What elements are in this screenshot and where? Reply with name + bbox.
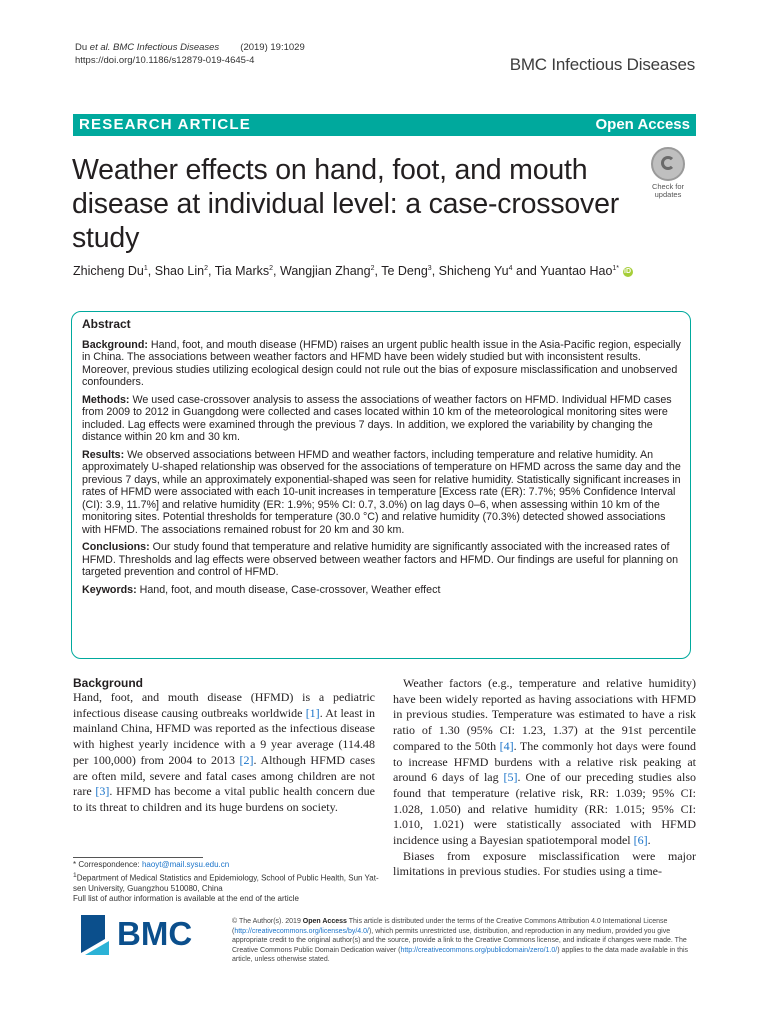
author-affil: 1 <box>143 264 148 272</box>
doi-link[interactable]: https://doi.org/10.1186/s12879-019-4645-4 <box>75 55 255 66</box>
citation-link[interactable]: [5] <box>503 770 518 785</box>
text-run: . Although HFMD cases are often mild, severe and fatal cases among children are not rare <box>73 752 375 799</box>
author-name[interactable]: Wangjian Zhang <box>280 264 371 278</box>
affiliation-line <box>73 871 383 895</box>
license-run: ) applies to the data made available in this article, unless otherwise stated. <box>232 946 689 964</box>
abstract-background-text: Hand, foot, and mouth disease (HFMD) raises an urgent public health issue in the Asia-Pacific region, especially in China. The associations between weather factors and HFMD have been widely studied but with inconsistent results. Moreover, previous studies utilizing ecological design could not rule out the bias of exposure misclassification and unobserved confounders. <box>82 338 681 388</box>
open-access-label: Open Access <box>595 116 690 133</box>
author-list: Zhicheng Du$^1$, Shao Lin$^2$, Tia Marks$^2$, Wangjian Zhang$^2$, Te Deng$^3$, Shicheng Yu$^4$ and Yuantao Hao$^{1*}$ iD <box>73 264 632 278</box>
license-open-access: Open Access <box>302 918 347 925</box>
author-affil: 2 <box>370 264 375 272</box>
abstract-methods-text: We used case-crossover analysis to assess the associations of weather factors on HFMD. Individual HFMD cases from 2009 to 2012 in Guangdong were collected and cases located within 10 km of the meteorological monitoring sites were included. Lag effects were examined through the previous 7 days. In addition, we explored the variability by changing the distance within 20 km and 30 km. <box>82 393 672 443</box>
badge-line2: updates <box>654 190 682 199</box>
license-run: ), which permits unrestricted use, distribution, and reproduction in any medium, provided you give appropriate credit to the original author(s) and the source, provide a link to the Creative Commons license, and indicate if changes were made. The Creative Commons Public Domain Dedication waiver ( <box>232 927 687 954</box>
citation-link[interactable]: [6] <box>633 833 648 848</box>
abstract-results <box>82 449 681 537</box>
badge-text <box>645 183 691 199</box>
abstract-methods <box>82 394 681 444</box>
check-updates-icon <box>651 147 685 181</box>
license-link-by[interactable]: http://creativecommons.org/licenses/by/4.0/ <box>234 927 369 935</box>
abstract-background <box>82 339 681 389</box>
bias-paragraph: Biases from exposure misclassification were major limitations in previous studies. For studies using a time- <box>393 848 696 879</box>
abstract-conclusions-label: Conclusions: <box>82 541 150 553</box>
background-paragraph <box>73 690 375 816</box>
affiliation-text: Department of Medical Statistics and Epidemiology, School of Public Health, Sun Yat-sen University, Guangzhou 510080, China <box>73 873 379 893</box>
author-affil: 2 <box>269 264 274 272</box>
bmc-logo <box>81 909 221 957</box>
citation-journal: BMC Infectious Diseases <box>110 42 220 53</box>
footnotes <box>73 860 383 905</box>
section-heading-background: Background <box>73 676 144 690</box>
author-affil: 1* <box>612 264 620 272</box>
license-copyright: © The Author(s). 2019 <box>232 918 303 925</box>
author-and: and <box>512 264 541 278</box>
body-right-column <box>393 676 696 880</box>
author-name[interactable]: Tia Marks <box>214 264 270 278</box>
license-text <box>232 917 694 965</box>
citation-link[interactable]: [1] <box>305 705 320 720</box>
citation-link[interactable]: [3] <box>95 784 110 799</box>
correspondence-email-link[interactable]: haoyt@mail.sysu.edu.cn <box>141 860 230 869</box>
text-run: . The commonly hot days were found to increase HFMD burdens with a relative risk peaking at around 6 days of lag <box>393 738 696 785</box>
abstract-keywords <box>82 584 681 597</box>
abstract-conclusions <box>82 541 681 579</box>
correspondence-line <box>73 860 383 871</box>
citation-header <box>75 41 305 67</box>
text-run: Hand, foot, and mouth disease (HFMD) is a pediatric infectious disease causing outbreaks worldwide <box>73 690 375 720</box>
weather-paragraph <box>393 676 696 849</box>
article-title: Weather effects on hand, foot, and mouth disease at individual level: a case-crossover study <box>72 154 620 254</box>
text-run: . <box>647 833 651 848</box>
author-name[interactable]: Zhicheng Du <box>73 264 144 278</box>
keywords-text: Hand, foot, and mouth disease, Case-crossover, Weather effect <box>136 583 441 596</box>
abstract-results-label: Results: <box>82 448 125 461</box>
author-name[interactable]: Yuantao Hao <box>540 264 613 278</box>
correspondence-label: * Correspondence: <box>73 860 142 869</box>
author-name[interactable]: Shao Lin <box>154 264 205 278</box>
text-run: . One of our preceding studies also found that temperature (relative risk, RR: 1.039; 95% CI: 1.028, 1.050) and relative humidity (RR: 1.015; 95% CI: 1.010, 1.021) were statistically associated with HFMD incidence using a Bayesian spatiotemporal model <box>393 770 696 848</box>
orcid-icon[interactable]: iD <box>624 267 632 275</box>
abstract-background-label: Background: <box>82 338 148 351</box>
license-run: This article is distributed under the terms of the Creative Commons Attribution 4.0 International License ( <box>232 918 668 935</box>
author-affil: 4 <box>508 264 513 272</box>
abstract-heading: Abstract <box>82 317 131 331</box>
bmc-logo-text: BMC <box>117 915 193 952</box>
abstract-conclusions-text: Our study found that temperature and relative humidity are significantly associated with the increased rates of HFMD. Thresholds and lag effects were observed between weather factors and HFMD. Our findings are useful for planning on targeted prevention and control of HFMD. <box>82 541 679 578</box>
citation-link[interactable]: [2] <box>239 752 254 767</box>
badge-line1: Check for <box>651 182 685 191</box>
keywords-label: Keywords: <box>82 583 137 596</box>
footnote-divider <box>73 857 203 858</box>
citation-line <box>75 41 305 54</box>
author-affil: 2 <box>204 264 208 272</box>
author-name[interactable]: Te Deng <box>381 264 428 278</box>
citation-authors: Du <box>75 42 90 53</box>
abstract-results-text: We observed associations between HFMD and weather factors, including temperature and relative humidity. An approximately U-shaped relationship was observed for the associations of temperature on HFMD across the same day and the previous 7 days, while an approximately exponential-shaped was seen for relative humidity. Statistically significant increases in rates of HFMD were associated with each 10-unit increases in temperature [Excess rate (ER): 7.7%; 95% Confidence Interval (CI): 3.9, 11.7%] and relative humidity (ER: 1.9%; 95% CI: 0.7, 3.0%) on lag days 0–6, when assessing within 10 km of the monitoring sites. Potential thresholds for temperature (30.0 °C) and relative humidity (70.3%) detected showed associations with HFMD. The associations remained robust for 20 km and 30 km. <box>82 448 681 536</box>
license-link-zero[interactable]: http://creativecommons.org/publicdomain/zero/1.0/ <box>400 946 558 954</box>
text-run: . HFMD has become a vital public health concern due to its threat to children and its huge burdens on society. <box>73 784 375 814</box>
abstract-box <box>71 311 691 659</box>
check-for-updates-badge[interactable] <box>645 147 691 203</box>
article-type-banner <box>73 114 696 136</box>
text-run: Weather factors (e.g., temperature and relative humidity) have been widely reported as having associations with HFMD in previous studies. Temperature was estimated to have a risk ratio of 1.30 (95% CI: 1.23, 1.37) at the 91st percentile compared to the 50th <box>393 676 696 753</box>
author-affil: 3 <box>427 264 432 272</box>
journal-name: BMC Infectious Diseases <box>509 55 695 74</box>
citation-etal: et al. <box>89 42 111 53</box>
citation-year: (2019) 19:1029 <box>240 42 305 53</box>
affiliation-sup: 1 <box>73 871 77 879</box>
article-type: RESEARCH ARTICLE <box>79 116 251 133</box>
citation-link[interactable]: [4] <box>499 738 514 753</box>
text-run: . At least in mainland China, HFMD was reported as the infectious disease with highest yearly incidence with a 9 year average (114.48 per 100,000) from 2004 to 2013 <box>73 705 375 767</box>
author-name[interactable]: Shicheng Yu <box>438 264 509 278</box>
abstract-methods-label: Methods: <box>82 393 130 406</box>
body-left-column <box>73 676 375 816</box>
full-author-info: Full list of author information is available at the end of the article <box>73 894 299 904</box>
